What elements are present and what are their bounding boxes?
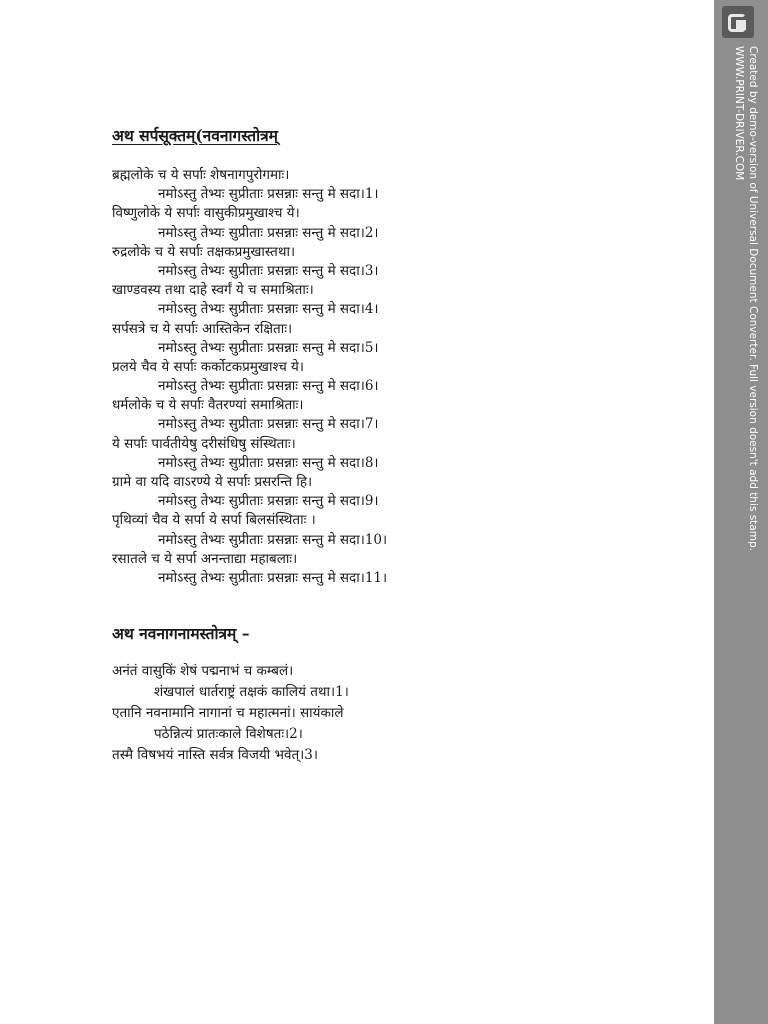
verse-line: एतानि नवनामानि नागानां च महात्मनां। सायंकाले: [112, 705, 344, 721]
verse-block-sarpasuktam: [112, 166, 702, 588]
verse-line: पठेन्नित्यं प्रातःकाले विशेषतः।2।: [154, 726, 303, 742]
verse-line: ग्रामे वा यदि वाऽरण्ये ये सर्पाः प्रसरन्ति हि।: [112, 474, 313, 490]
verse-line: सर्पसत्रे च ये सर्पाः आस्तिकेन रक्षिताः।: [112, 320, 293, 337]
verse-line: ये सर्पाः पार्वतीयेषु दरीसंधिषु संस्थिताः।: [112, 435, 296, 452]
second-section-title: अथ नवनागनामस्तोत्रम् –: [112, 624, 250, 643]
verse-refrain: नमोऽस्तु तेभ्यः सुप्रीताः प्रसन्नाः सन्तु मे सदा।4।: [158, 301, 379, 318]
verse-refrain: नमोऽस्तु तेभ्यः सुप्रीताः प्रसन्नाः सन्तु मे सदा।11।: [158, 569, 388, 586]
verse-refrain: नमोऽस्तु तेभ्यः सुप्रीताः प्रसन्नाः सन्तु मे सदा।5।: [158, 339, 379, 356]
verse-line: शंखपालं धार्तराष्ट्रं तक्षकं कालियं तथा।1।: [154, 684, 349, 700]
verse-refrain: नमोऽस्तु तेभ्यः सुप्रीताः प्रसन्नाः सन्तु मे सदा।1।: [158, 186, 379, 203]
verse-line: विष्णुलोके ये सर्पाः वासुकीप्रमुखाश्च ये।: [112, 205, 300, 222]
verse-refrain: नमोऽस्तु तेभ्यः सुप्रीताः प्रसन्नाः सन्तु मे सदा।9।: [158, 493, 379, 510]
verse-line: रुद्रलोके च ये सर्पाः तक्षकप्रमुखास्तथा।: [112, 243, 296, 260]
verse-refrain: नमोऽस्तु तेभ्यः सुप्रीताः प्रसन्नाः सन्तु मे सदा।7।: [158, 416, 379, 433]
verse-line: रसातले च ये सर्पा अनन्ताद्या महाबलाः।: [112, 550, 298, 567]
verse-line: ब्रह्मलोके च ये सर्पाः शेषनागपुरोगमाः।: [112, 167, 290, 183]
verse-refrain: नमोऽस्तु तेभ्यः सुप्रीताः प्रसन्नाः सन्तु मे सदा।2।: [158, 224, 379, 241]
demo-stamp-text: [732, 46, 760, 551]
verse-line: धर्मलोके च ये सर्पाः वैतरण्यां समाश्रिताः।: [112, 397, 304, 414]
verse-line: तस्मै विषभयं नास्ति सर्वत्र विजयी भवेत्।3।: [112, 747, 318, 763]
verse-line: खाण्डवस्य तथा दाहे स्वर्गं ये च समाश्रिताः।: [112, 282, 314, 299]
document-title: अथ सर्पसूक्तम्(नवनागस्तोत्रम्: [112, 126, 278, 145]
verse-refrain: नमोऽस्तु तेभ्यः सुप्रीताः प्रसन्नाः सन्तु मे सदा।8।: [158, 454, 379, 471]
stamp-url-link[interactable]: WWW.PRINT-DRIVER.COM: [733, 46, 745, 181]
verse-line: अनंतं वासुकिं शेषं पद्मनाभं च कम्बलं।: [112, 663, 294, 679]
verse-refrain: नमोऽस्तु तेभ्यः सुप्रीताः प्रसन्नाः सन्तु मे सदा।10।: [158, 531, 388, 548]
stamp-notice: Created by demo-version of Universal Document Converter. Full version doesn't add this stamp.: [747, 46, 759, 551]
udc-logo-icon: [722, 6, 754, 38]
verse-line: प्रलये चैव ये सर्पाः कर्कोटकप्रमुखाश्च ये।: [112, 358, 305, 375]
verse-refrain: नमोऽस्तु तेभ्यः सुप्रीताः प्रसन्नाः सन्तु मे सदा।3।: [158, 262, 379, 279]
verse-block-navanaga: [112, 661, 702, 766]
verse-refrain: नमोऽस्तु तेभ्यः सुप्रीताः प्रसन्नाः सन्तु मे सदा।6।: [158, 378, 379, 395]
verse-line: पृथिव्यां चैव ये सर्पा ये सर्पा बिलसंस्थिताः ।: [112, 512, 316, 529]
